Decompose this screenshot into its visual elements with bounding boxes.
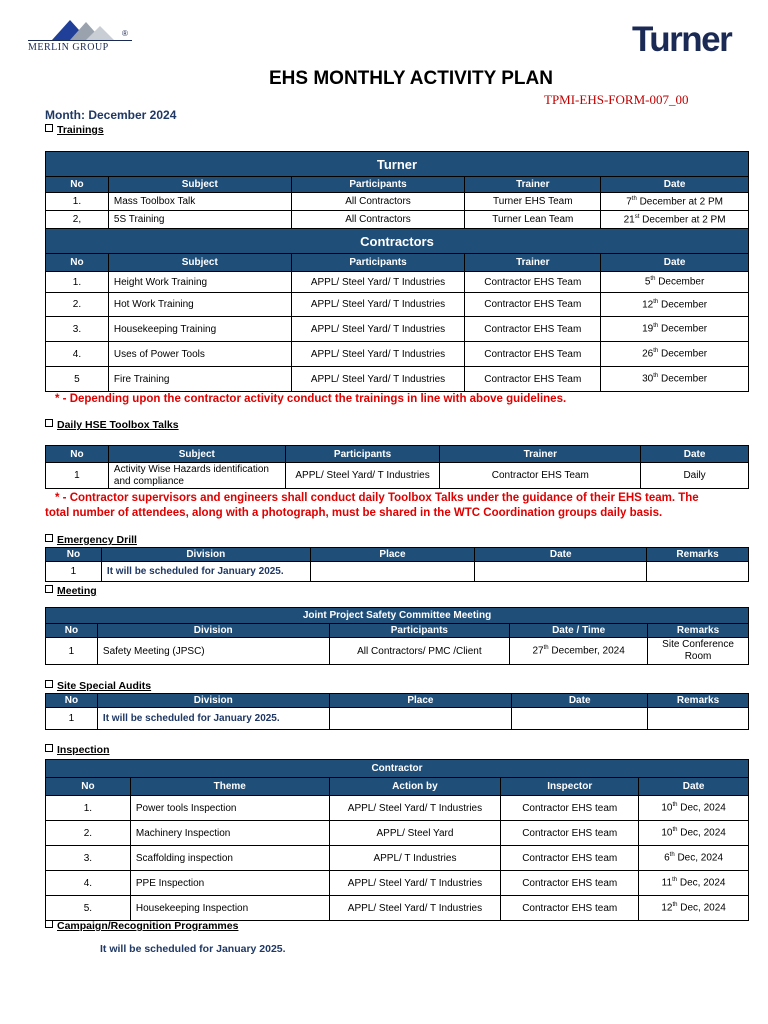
cell-date: [639, 796, 749, 821]
col-header: No: [46, 446, 109, 463]
date-rest: December, 2024: [548, 645, 625, 657]
section-label: Meeting: [57, 585, 97, 597]
date-day: 21: [623, 214, 635, 226]
date-rest: Dec, 2024: [677, 902, 726, 914]
cell-no: 1.: [46, 272, 109, 293]
date-day: 10: [661, 802, 673, 814]
col-header: Date / Time: [510, 624, 648, 638]
col-header: Trainer: [440, 446, 641, 463]
cell-participants: All Contractors: [291, 193, 465, 211]
section-label: Inspection: [57, 744, 110, 756]
col-header: Subject: [108, 177, 291, 193]
table-row: [46, 896, 749, 921]
merlin-wordmark: MERLIN GROUP: [28, 40, 132, 53]
col-header: Division: [101, 548, 310, 562]
col-header: Place: [329, 694, 512, 708]
date-suffix: th: [672, 827, 678, 834]
section-toolbox: [45, 419, 179, 431]
cell-inspector: Contractor EHS team: [501, 846, 639, 871]
table-row: [46, 342, 749, 367]
cell-no: 5.: [46, 896, 131, 921]
cell-date: [639, 871, 749, 896]
checkbox-icon: [45, 585, 53, 593]
col-header: Theme: [130, 778, 329, 796]
date-rest: December: [655, 276, 705, 288]
cell-remarks: Site Conference Room: [648, 638, 749, 665]
cell-subject: Fire Training: [108, 367, 291, 392]
table-row: [46, 272, 749, 293]
cell-date: [601, 272, 749, 293]
date-suffix: th: [653, 323, 659, 330]
date-rest: December: [658, 373, 708, 385]
checkbox-icon: [45, 744, 53, 752]
cell-participants: APPL/ Steel Yard/ T Industries: [291, 367, 465, 392]
cell-no: 2,: [46, 211, 109, 229]
cell-no: 4.: [46, 871, 131, 896]
col-header: Participants: [329, 624, 510, 638]
section-label: Daily HSE Toolbox Talks: [57, 419, 179, 431]
cell-inspector: Contractor EHS team: [501, 871, 639, 896]
date-day: 5: [644, 276, 651, 288]
date-rest: December: [658, 299, 708, 311]
toolbox-note: [45, 491, 765, 521]
cell-no: 4.: [46, 342, 109, 367]
cell-no: 3.: [46, 317, 109, 342]
cell-date: [601, 293, 749, 317]
checkbox-icon: [45, 920, 53, 928]
col-header: Participants: [285, 446, 440, 463]
cell-trainer: Contractor EHS Team: [440, 463, 641, 489]
date-day: 30: [642, 373, 654, 385]
col-header: No: [46, 624, 98, 638]
cell-no: 3.: [46, 846, 131, 871]
cell-no: 2.: [46, 821, 131, 846]
date-day: 11: [661, 877, 673, 889]
date-suffix: th: [672, 902, 678, 909]
table-row: [46, 796, 749, 821]
cell-subject: Mass Toolbox Talk: [108, 193, 291, 211]
date-day: 27: [532, 645, 544, 657]
date-suffix: th: [672, 877, 678, 884]
cell-date: [512, 708, 648, 730]
date-suffix: th: [672, 802, 678, 809]
section-label: Campaign/Recognition Programmes: [57, 920, 239, 932]
cell-date: Daily: [641, 463, 749, 489]
section-label: Emergency Drill: [57, 534, 137, 546]
drill-table: [45, 547, 749, 582]
trainings-table: [45, 151, 749, 392]
col-header: No: [46, 254, 109, 272]
cell-subject: Height Work Training: [108, 272, 291, 293]
date-day: 12: [661, 902, 673, 914]
merlin-mountains-icon: [52, 18, 132, 40]
checkbox-icon: [45, 419, 53, 427]
month-label: Month: December 2024: [45, 108, 177, 122]
date-suffix: th: [650, 276, 656, 283]
cell-inspector: Contractor EHS team: [501, 896, 639, 921]
col-header: Subject: [108, 254, 291, 272]
cell-place: [329, 708, 512, 730]
col-header: Remarks: [648, 694, 749, 708]
cell-remarks: [647, 562, 749, 582]
table-row: [46, 293, 749, 317]
col-header: Trainer: [465, 254, 601, 272]
date-rest: Dec, 2024: [677, 802, 726, 814]
col-header: Division: [97, 624, 329, 638]
cell-participants: APPL/ Steel Yard/ T Industries: [285, 463, 440, 489]
cell-participants: All Contractors/ PMC /Client: [329, 638, 510, 665]
date-rest: Dec, 2024: [677, 827, 726, 839]
cell-participants: APPL/ Steel Yard/ T Industries: [291, 293, 465, 317]
col-header: Participants: [291, 254, 465, 272]
toolbox-table: [45, 445, 749, 489]
merlin-group-logo: [28, 18, 132, 54]
cell-date: [639, 821, 749, 846]
date-day: 6: [664, 852, 670, 864]
date-suffix: th: [653, 373, 659, 380]
table-row: [46, 871, 749, 896]
cell-date: [601, 211, 749, 229]
date-rest: December at 2 PM: [636, 196, 723, 208]
cell-no: 5: [46, 367, 109, 392]
date-rest: December: [658, 323, 708, 335]
cell-action-by: APPL/ T Industries: [329, 846, 501, 871]
form-code: TPMI-EHS-FORM-007_00: [544, 92, 689, 107]
date-suffix: th: [653, 298, 659, 305]
date-rest: December: [658, 348, 708, 360]
col-header: Date: [641, 446, 749, 463]
col-header: Date: [601, 254, 749, 272]
audits-table: [45, 693, 749, 730]
section-campaign: [45, 920, 238, 932]
col-header: Date: [512, 694, 648, 708]
date-suffix: th: [543, 645, 549, 652]
table-row: [46, 211, 749, 229]
cell-inspector: Contractor EHS team: [501, 796, 639, 821]
cell-no: 1: [46, 708, 98, 730]
col-header: Date: [475, 548, 647, 562]
turner-logo: Turner: [632, 20, 732, 59]
col-header: Date: [639, 778, 749, 796]
section-trainings: [45, 124, 104, 136]
col-header: Inspector: [501, 778, 639, 796]
trainings-note: * - Depending upon the contractor activity conduct the trainings in line with above guidelines.: [55, 393, 567, 405]
cell-subject: Uses of Power Tools: [108, 342, 291, 367]
cell-participants: APPL/ Steel Yard/ T Industries: [291, 272, 465, 293]
col-header: Date: [601, 177, 749, 193]
date-rest: Dec, 2024: [674, 852, 724, 864]
col-header: Action by: [329, 778, 501, 796]
date-suffix: th: [669, 852, 675, 859]
registered-mark: ®: [122, 29, 128, 38]
cell-action-by: APPL/ Steel Yard/ T Industries: [329, 796, 501, 821]
col-header: No: [46, 694, 98, 708]
cell-remarks: [648, 708, 749, 730]
section-label: Site Special Audits: [57, 680, 152, 692]
section-inspection: [45, 744, 110, 756]
col-header: Place: [310, 548, 475, 562]
date-suffix: th: [631, 195, 637, 202]
date-day: 26: [642, 348, 654, 360]
table-row: [46, 562, 749, 582]
cell-action-by: APPL/ Steel Yard/ T Industries: [329, 871, 501, 896]
cell-trainer: Turner Lean Team: [465, 211, 601, 229]
date-suffix: th: [653, 348, 659, 355]
cell-inspector: Contractor EHS team: [501, 821, 639, 846]
cell-theme: Scaffolding inspection: [130, 846, 329, 871]
cell-theme: Housekeeping Inspection: [130, 896, 329, 921]
cell-subject: 5S Training: [108, 211, 291, 229]
meeting-table: [45, 607, 749, 665]
cell-date: [475, 562, 647, 582]
col-header: Trainer: [465, 177, 601, 193]
checkbox-icon: [45, 680, 53, 688]
section-meeting: [45, 585, 97, 597]
cell-no: 1: [46, 638, 98, 665]
col-header: Subject: [108, 446, 285, 463]
checkbox-icon: [45, 534, 53, 542]
cell-subject: Activity Wise Hazards identification and compliance: [108, 463, 285, 489]
table-row: [46, 463, 749, 489]
cell-date: [639, 896, 749, 921]
cell-participants: APPL/ Steel Yard/ T Industries: [291, 317, 465, 342]
cell-trainer: Contractor EHS Team: [465, 317, 601, 342]
cell-participants: APPL/ Steel Yard/ T Industries: [291, 342, 465, 367]
jpsc-banner: Joint Project Safety Committee Meeting: [46, 608, 749, 624]
cell-date: [639, 846, 749, 871]
table-row: [46, 367, 749, 392]
cell-date: [601, 342, 749, 367]
cell-subject: Hot Work Training: [108, 293, 291, 317]
cell-theme: Power tools Inspection: [130, 796, 329, 821]
cell-no: 2.: [46, 293, 109, 317]
section-label: Trainings: [57, 124, 104, 136]
cell-trainer: Contractor EHS Team: [465, 272, 601, 293]
table-row: [46, 317, 749, 342]
date-day: 19: [642, 323, 654, 335]
cell-action-by: APPL/ Steel Yard/ T Industries: [329, 896, 501, 921]
col-header: Division: [97, 694, 329, 708]
col-header: Remarks: [648, 624, 749, 638]
cell-action-by: APPL/ Steel Yard: [329, 821, 501, 846]
cell-theme: Machinery Inspection: [130, 821, 329, 846]
table-row: [46, 708, 749, 730]
col-header: Participants: [291, 177, 465, 193]
cell-division: It will be scheduled for January 2025.: [97, 708, 329, 730]
cell-date: [601, 367, 749, 392]
col-header: No: [46, 177, 109, 193]
cell-place: [310, 562, 475, 582]
date-rest: Dec, 2024: [677, 877, 726, 889]
inspection-table: [45, 759, 749, 921]
col-header: No: [46, 548, 102, 562]
date-rest: December at 2 PM: [639, 214, 726, 226]
cell-no: 1: [46, 562, 102, 582]
contractors-banner: Contractors: [46, 229, 749, 254]
date-day: 12: [642, 299, 654, 311]
section-emergency-drill: [45, 534, 137, 546]
note-line: * - Contractor supervisors and engineers shall conduct daily Toolbox Talks under the guidance of their EHS team. The: [55, 492, 699, 504]
cell-no: 1.: [46, 796, 131, 821]
date-suffix: st: [634, 213, 640, 220]
note-line: total number of attendees, along with a photograph, must be shared in the WTC Coordination groups daily basis.: [45, 507, 663, 519]
page-title: EHS MONTHLY ACTIVITY PLAN: [269, 68, 553, 89]
cell-division: Safety Meeting (JPSC): [97, 638, 329, 665]
cell-date: [601, 193, 749, 211]
campaign-text: It will be scheduled for January 2025.: [100, 943, 286, 955]
checkbox-icon: [45, 124, 53, 132]
cell-no: 1: [46, 463, 109, 489]
col-header: Remarks: [647, 548, 749, 562]
table-row: [46, 821, 749, 846]
cell-division: It will be scheduled for January 2025.: [101, 562, 310, 582]
table-row: [46, 193, 749, 211]
contractor-banner: Contractor: [46, 760, 749, 778]
cell-trainer: Contractor EHS Team: [465, 367, 601, 392]
cell-date: [601, 317, 749, 342]
table-row: [46, 846, 749, 871]
cell-trainer: Turner EHS Team: [465, 193, 601, 211]
cell-trainer: Contractor EHS Team: [465, 293, 601, 317]
turner-banner: Turner: [46, 152, 749, 177]
date-day: 10: [661, 827, 673, 839]
cell-trainer: Contractor EHS Team: [465, 342, 601, 367]
cell-date: [510, 638, 648, 665]
col-header: No: [46, 778, 131, 796]
section-site-audits: [45, 680, 151, 692]
cell-no: 1.: [46, 193, 109, 211]
cell-participants: All Contractors: [291, 211, 465, 229]
date-day: 7: [626, 196, 632, 208]
cell-theme: PPE Inspection: [130, 871, 329, 896]
cell-subject: Housekeeping Training: [108, 317, 291, 342]
table-row: [46, 638, 749, 665]
